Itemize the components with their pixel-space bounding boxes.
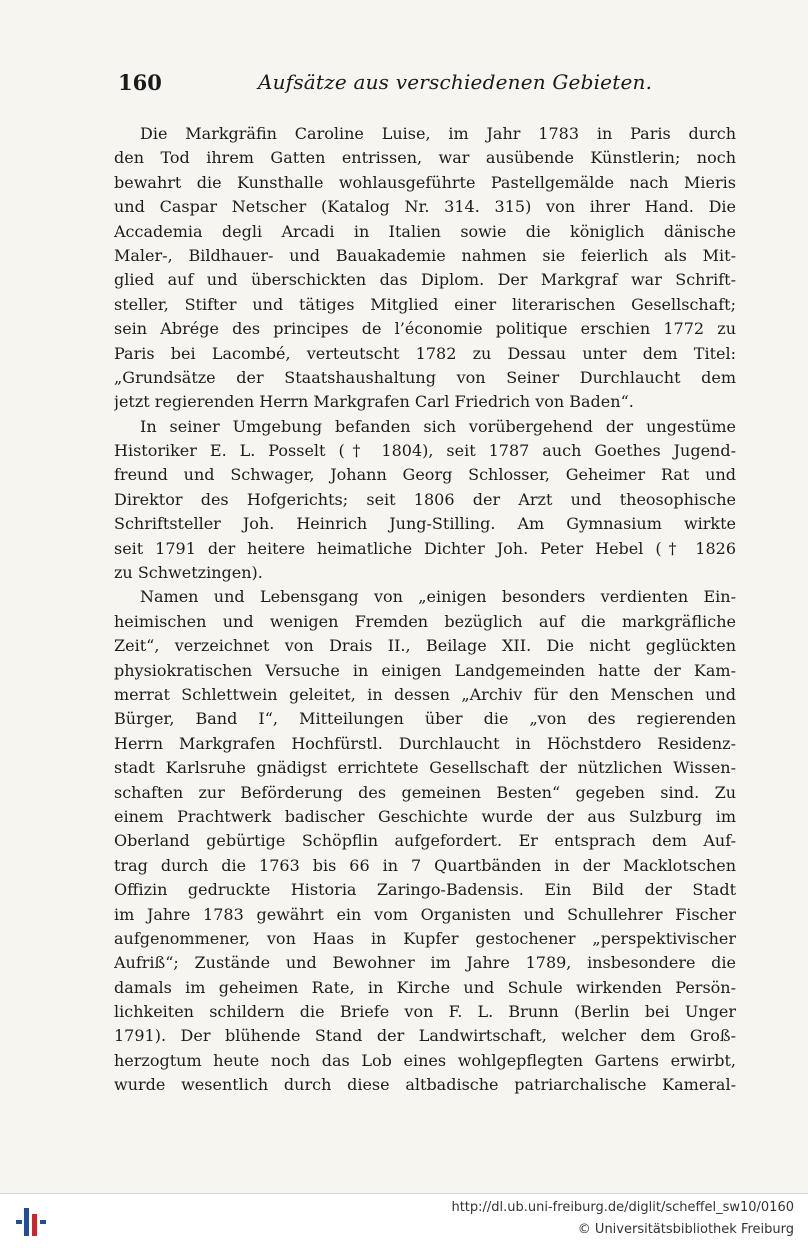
page-number: 160 <box>118 70 162 95</box>
text-line: sein Abrége des principes de l’économie politique erschien 1772 zu <box>114 319 736 339</box>
text-line: wurde wesentlich durch diese altbadische patriarchalische Kameral- <box>114 1075 736 1095</box>
text-line: Herrn Markgrafen Hochfürstl. Durchlaucht in Höchstdero Residenz- <box>114 733 736 753</box>
text-line: Paris bei Lacombé, verteutscht 1782 zu Dessau unter dem Titel: <box>114 343 736 363</box>
permalink-url[interactable]: http://dl.ub.uni-freiburg.de/diglit/scheffel_sw10/0160 <box>451 1200 794 1215</box>
text-line: Oberland gebürtige Schöpflin aufgefordert. Er entsprach dem Auf- <box>114 831 736 851</box>
text-line: Historiker E. L. Posselt († 1804), seit 1787 auch Goethes Jugend- <box>114 441 736 461</box>
text-line: heimischen und wenigen Fremden bezüglich auf die markgräfliche <box>114 611 736 631</box>
text-line: Direktor des Hofgerichts; seit 1806 der Arzt und theosophische <box>114 489 736 509</box>
text-line: im Jahre 1783 gewährt ein vom Organisten und Schullehrer Fischer <box>114 904 736 924</box>
text-line: schaften zur Beförderung des gemeinen Besten“ gegeben sind. Zu <box>114 782 736 802</box>
text-line: „Grundsätze der Staatshaushaltung von Seiner Durchlaucht dem <box>114 367 736 387</box>
text-line: 1791). Der blühende Stand der Landwirtschaft, welcher dem Groß- <box>114 1026 736 1046</box>
text-line: lichkeiten schildern die Briefe von F. L. Brunn (Berlin bei Unger <box>114 1002 736 1022</box>
text-line: Bürger, Band I“, Mitteilungen über die „von des regierenden <box>114 709 736 729</box>
text-line: Offizin gedruckte Historia Zaringo-Badensis. Ein Bild der Stadt <box>114 880 736 900</box>
text-line: merrat Schlettwein geleitet, in dessen „Archiv für den Menschen und <box>114 684 736 704</box>
text-line: seit 1791 der heitere heimatliche Dichter Joh. Peter Hebel († 1826 <box>114 538 736 558</box>
text-line: Accademia degli Arcadi in Italien sowie die königlich dänische <box>114 221 736 241</box>
viewer-footer <box>0 1193 808 1248</box>
ub-freiburg-logo-icon[interactable] <box>12 1202 52 1242</box>
text-line: freund und Schwager, Johann Georg Schlosser, Geheimer Rat und <box>114 465 736 485</box>
running-title: Aufsätze aus verschiedenen Gebieten. <box>258 70 653 94</box>
text-line: Schriftsteller Joh. Heinrich Jung-Stilling. Am Gymnasium wirkte <box>114 514 736 534</box>
text-line: In seiner Umgebung befanden sich vorübergehend der ungestüme <box>140 416 736 436</box>
text-line: jetzt regierenden Herrn Markgrafen Carl Friedrich von Baden“. <box>114 392 634 412</box>
text-line: Maler-, Bildhauer- und Bauakademie nahmen sie feierlich als Mit- <box>114 245 736 265</box>
text-line: stadt Karlsruhe gnädigst errichtete Gesellschaft der nützlichen Wissen- <box>114 758 736 778</box>
copyright-text: © Universitätsbibliothek Freiburg <box>577 1222 794 1237</box>
page-header <box>118 70 738 100</box>
text-line: glied auf und überschickten das Diplom. Der Markgraf war Schrift- <box>114 270 736 290</box>
text-line: Aufriß“; Zustände und Bewohner im Jahre 1789, insbesondere die <box>114 953 736 973</box>
text-line: Die Markgräfin Caroline Luise, im Jahr 1783 in Paris durch <box>140 124 736 143</box>
text-line: den Tod ihrem Gatten entrissen, war ausübende Künstlerin; noch <box>114 148 736 168</box>
text-line: physiokratischen Versuche in einigen Landgemeinden hatte der Kam- <box>114 660 736 680</box>
body-text <box>114 122 736 1098</box>
text-line: damals im geheimen Rate, in Kirche und Schule wirkenden Persön- <box>114 977 736 997</box>
text-line: Zeit“, verzeichnet von Drais II., Beilage XII. Die nicht geglückten <box>114 636 736 656</box>
text-line: steller, Stifter und tätiges Mitglied einer literarischen Gesellschaft; <box>114 294 736 314</box>
text-line: bewahrt die Kunsthalle wohlausgeführte Pastellgemälde nach Mieris <box>114 172 736 192</box>
text-line: Namen und Lebensgang von „einigen besonders verdienten Ein- <box>140 587 736 607</box>
text-line: zu Schwetzingen). <box>114 563 263 583</box>
text-line: und Caspar Netscher (Katalog Nr. 314. 315) von ihrer Hand. Die <box>114 197 736 217</box>
text-line: einem Prachtwerk badischer Geschichte wurde der aus Sulzburg im <box>114 806 736 826</box>
text-line: aufgenommener, von Haas in Kupfer gestochener „perspektivischer <box>114 928 736 948</box>
text-line: herzogtum heute noch das Lob eines wohlgepflegten Gartens erwirbt, <box>114 1050 736 1070</box>
text-line: trag durch die 1763 bis 66 in 7 Quartbänden in der Macklotschen <box>114 855 736 875</box>
